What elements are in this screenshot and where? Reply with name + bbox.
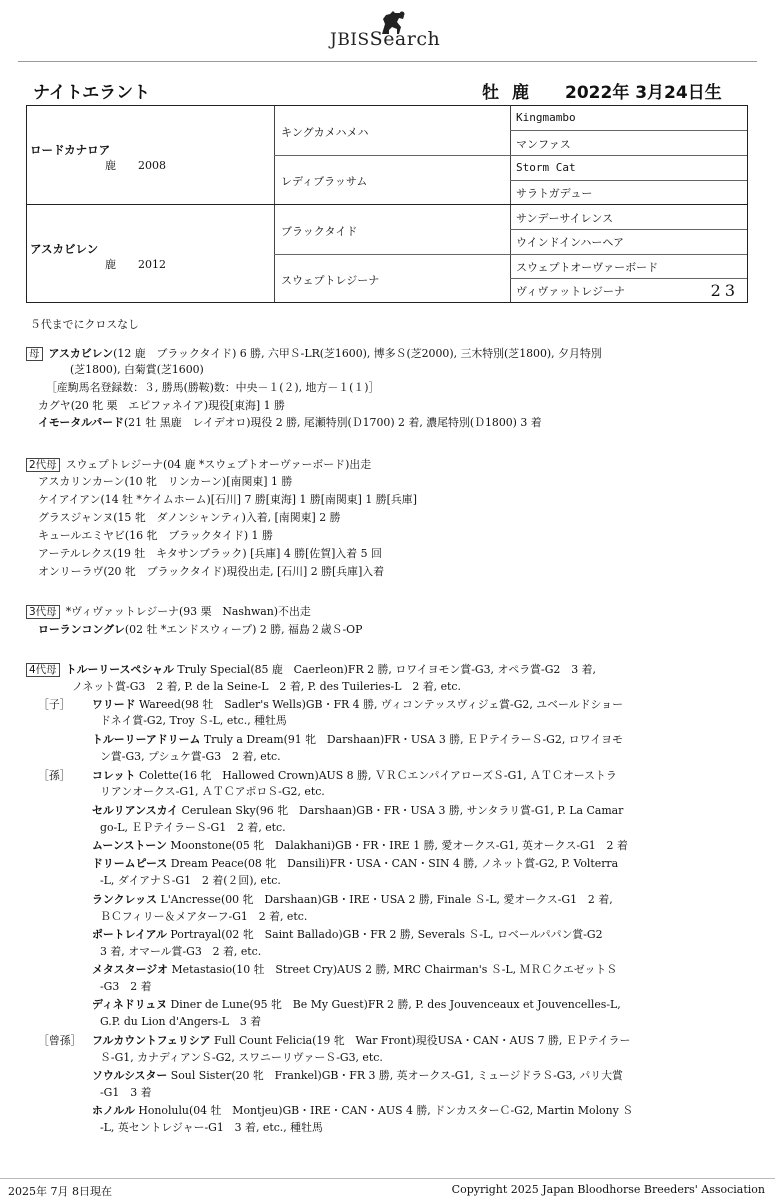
list-item[interactable]: アーテルレクス(19 牡 キタサンブラック) [兵庫] 4 勝[佐賀]入着 5 回 xyxy=(38,547,382,560)
horse-sex: 牡 xyxy=(482,83,499,103)
list-item[interactable]: オンリーラヴ(20 牝 ブラックタイド)現役出走, [石川] 2 勝[兵庫]入着 xyxy=(38,565,385,578)
ped-ssd[interactable]: マンファス xyxy=(516,138,571,151)
list-item: ポートレイアル Portrayal(02 牝 Saint Ballado)GB・FR 2 勝, Severals Ｓ-L, ロベールパパン賞-G2 xyxy=(92,928,603,941)
cross-note: ５代までにクロスなし xyxy=(30,318,139,331)
dam-foal-1: カグヤ(20 牝 栗 エピファネイア)現役[東海] 1 勝 xyxy=(38,399,285,412)
cross-number: 23 xyxy=(710,281,739,300)
list-item: ワリード Wareed(98 牡 Sadler's Wells)GB・FR 4 勝, ヴィコンテッスヴィジェ賞-G2, ユベールドショー xyxy=(92,698,623,711)
ped-sds[interactable]: Storm Cat xyxy=(516,161,576,174)
ped-dds[interactable]: スウェプトオーヴァーボード xyxy=(516,261,659,274)
entry-line: G.P. du Lion d'Angers-L 3 着 xyxy=(100,1015,262,1028)
list-item: コレット Colette(16 牝 Hallowed Crown)AUS 8 勝, ＶＲＣエンパイアローズＳ-G1, ＡＴＣオーストラ xyxy=(92,769,617,782)
entry-line: -L, 英セントレジャー-G1 3 着, etc., 種牡馬 xyxy=(100,1121,323,1134)
entry-line: -G1 3 着 xyxy=(100,1086,152,1099)
footer-copyright: Copyright 2025 Japan Bloodhorse Breeders' Association xyxy=(451,1183,765,1196)
sire-name[interactable]: ロードカナロア xyxy=(30,143,111,157)
dam-foal1-name[interactable]: カグヤ xyxy=(38,399,71,412)
g2-section xyxy=(26,458,371,472)
birth-date: 2022年 3月24日生 xyxy=(565,83,722,103)
ped-dss[interactable]: サンデーサイレンス xyxy=(516,212,614,225)
entry-line: Ｓ-G1, カナディアンＳ-G2, スワニーリヴァーＳ-G3, etc. xyxy=(100,1051,383,1064)
list-item[interactable]: アスカリンカーン(10 牝 リンカーン)[南関東] 1 勝 xyxy=(38,475,293,488)
dam-section xyxy=(26,347,602,361)
list-item: トルーリーアドリーム Truly a Dream(91 牝 Darshaan)FR・USA 3 勝, ＥＰテイラーＳ-G2, ロワイヨモ xyxy=(92,733,623,746)
list-item: メタスタージオ Metastasio(10 牡 Street Cry)AUS 2 勝, MRC Chairman's Ｓ-L, ＭＲＣクエゼットＳ xyxy=(92,963,618,976)
tag-great: ［曾孫］ xyxy=(38,1034,82,1047)
dam-foal2-name[interactable]: イモータルパード xyxy=(38,416,124,429)
g3-line: *ヴィヴァットレジーナ(93 栗 Nashwan)不出走 xyxy=(65,605,311,618)
logo-text: JBIS xyxy=(330,30,370,50)
g4-label: 4代母 xyxy=(26,663,60,677)
list-item: ドリームピース Dream Peace(08 牝 Dansili)FR・USA・CAN・SIN 4 勝, ノネット賞-G2, P. Volterra xyxy=(92,857,619,870)
entry-line: -L, ダイアナＳ-G1 2 着(２回), etc. xyxy=(100,874,281,887)
g4-section xyxy=(26,663,596,677)
jbis-logo[interactable] xyxy=(330,14,490,54)
list-item: ホノルル Honolulu(04 牡 Montjeu)GB・IRE・CAN・AUS 4 勝, ドンカスターＣ-G2, Martin Molony Ｓ xyxy=(92,1104,634,1117)
entry-line: 3 着, オマール賞-G3 2 着, etc. xyxy=(100,945,262,958)
g4-line1: Truly Special(85 鹿 Caerleon)FR 2 勝, ロワイヨモン賞-G3, オペラ賞-G2 3 着, xyxy=(177,663,596,676)
sire-dam[interactable]: レディブラッサム xyxy=(281,175,368,188)
dam-line1: (12 鹿 ブラックタイド) 6 勝, 六甲Ｓ-LR(芝1600), 博多Ｓ(芝2000), 三木特別(芝1800), 夕月特別 xyxy=(113,347,602,360)
entry-line: ン賞-G3, プシュケ賞-G3 2 着, etc. xyxy=(100,750,281,763)
sire-sire[interactable]: キングカメハメハ xyxy=(281,126,369,139)
list-item: ランクレッス L'Ancresse(00 牝 Darshaan)GB・IRE・USA 2 勝, Finale Ｓ-L, 愛オークス-G1 2 着, xyxy=(92,893,613,906)
list-item: ソウルシスター Soul Sister(20 牝 Frankel)GB・FR 3 勝, 英オークス-G1, ミュージドラＳ-G3, パリ大賞 xyxy=(92,1069,623,1082)
pedigree-table xyxy=(26,105,748,303)
dam-dam[interactable]: スウェプトレジーナ xyxy=(281,274,380,287)
list-item[interactable]: ケイアイアン(14 牡 *ケイムホーム)[石川] 7 勝[東海] 1 勝[南関東] 1 勝[兵庫] xyxy=(38,493,417,506)
ped-ddd[interactable]: ヴィヴァットレジーナ xyxy=(516,285,625,298)
list-item: フルカウントフェリシア Full Count Felicia(19 牝 War Front)現役USA・CAN・AUS 7 勝, ＥＰテイラー xyxy=(92,1034,631,1047)
dam-name[interactable]: アスカビレン xyxy=(30,242,99,256)
ped-sss[interactable]: Kingmambo xyxy=(516,111,576,124)
dam-line2: (芝1800), 白菊賞(芝1600) xyxy=(70,363,204,376)
ped-sdd[interactable]: サラトガデュー xyxy=(516,187,593,200)
entry-line: ドネイ賞-G2, Troy Ｓ-L, etc., 種牡馬 xyxy=(100,714,287,727)
horse-color: 鹿 xyxy=(512,83,529,103)
sire-info: 鹿 2008 xyxy=(105,159,166,172)
horse-name: ナイトエラント xyxy=(33,83,151,103)
footer-date: 2025年 7月 8日現在 xyxy=(8,1185,112,1198)
entry-line: go-L, ＥＰテイラーＳ-G1 2 着, etc. xyxy=(100,821,286,834)
footer-divider xyxy=(0,1178,775,1179)
g2-label: 2代母 xyxy=(26,458,60,472)
dam-label: 母 xyxy=(26,347,43,361)
tag-grand: ［孫］ xyxy=(38,769,71,782)
g4-name[interactable]: トルーリースペシャル xyxy=(65,663,174,676)
entry-line: リアンオークス-G1, ＡＴＣアポロＳ-G2, etc. xyxy=(100,785,325,798)
dam-info: 鹿 2012 xyxy=(105,258,166,271)
entry-line: ＢＣフィリー＆メアターフ-G1 2 着, etc. xyxy=(100,910,308,923)
list-item: ムーンストーン Moonstone(05 牝 Dalakhani)GB・FR・IRE 1 勝, 愛オークス-G1, 英オークス-G1 2 着 xyxy=(92,839,628,852)
logo-search: Search xyxy=(369,28,441,50)
g3-section xyxy=(26,605,311,619)
dam-foal-2: イモータルパード(21 牡 黒鹿 レイデオロ)現役 2 勝, 尾瀬特別(Ｄ1700) 2 着, 濃尾特別(Ｄ1800) 3 着 xyxy=(38,416,542,429)
list-item: セルリアンスカイ Cerulean Sky(96 牝 Darshaan)GB・FR・USA 3 勝, サンタラリ賞-G1, P. La Camar xyxy=(92,804,624,817)
family-dam-name[interactable]: アスカビレン xyxy=(48,347,114,360)
g2-line: スウェプトレジーナ(04 鹿 *スウェプトオーヴァーボード)出走 xyxy=(65,458,372,471)
dam-line3: ［産駒馬名登録数：３, 勝馬(勝鞍)数：中央－１(２), 地方－１(１)］ xyxy=(46,381,380,394)
header-divider xyxy=(18,61,757,62)
dam-sire[interactable]: ブラックタイド xyxy=(281,225,358,238)
list-item[interactable]: グラスジャンヌ(15 牝 ダノンシャンティ)入着, [南関東] 2 勝 xyxy=(38,511,341,524)
ped-dsd[interactable]: ウインドインハーヘア xyxy=(516,236,625,249)
g3-label: 3代母 xyxy=(26,605,60,619)
g3-item: ローランコングレ(02 牡 *エンドスウィープ) 2 勝, 福島２歳Ｓ-OP xyxy=(38,623,363,636)
list-item: ディネドリュヌ Diner de Lune(95 牝 Be My Guest)FR 2 勝, P. des Jouvenceaux et Jouvencelles-L, xyxy=(92,998,621,1011)
g3-item-name[interactable]: ローランコングレ xyxy=(38,623,125,636)
tag-child: ［子］ xyxy=(38,698,71,711)
entry-line: -G3 2 着 xyxy=(100,980,152,993)
g4-line2: ノネット賞-G3 2 着, P. de la Seine-L 2 着, P. des Tuileries-L 2 着, etc. xyxy=(72,680,461,693)
list-item[interactable]: キュールエミヤビ(16 牝 ブラックタイド) 1 勝 xyxy=(38,529,273,542)
